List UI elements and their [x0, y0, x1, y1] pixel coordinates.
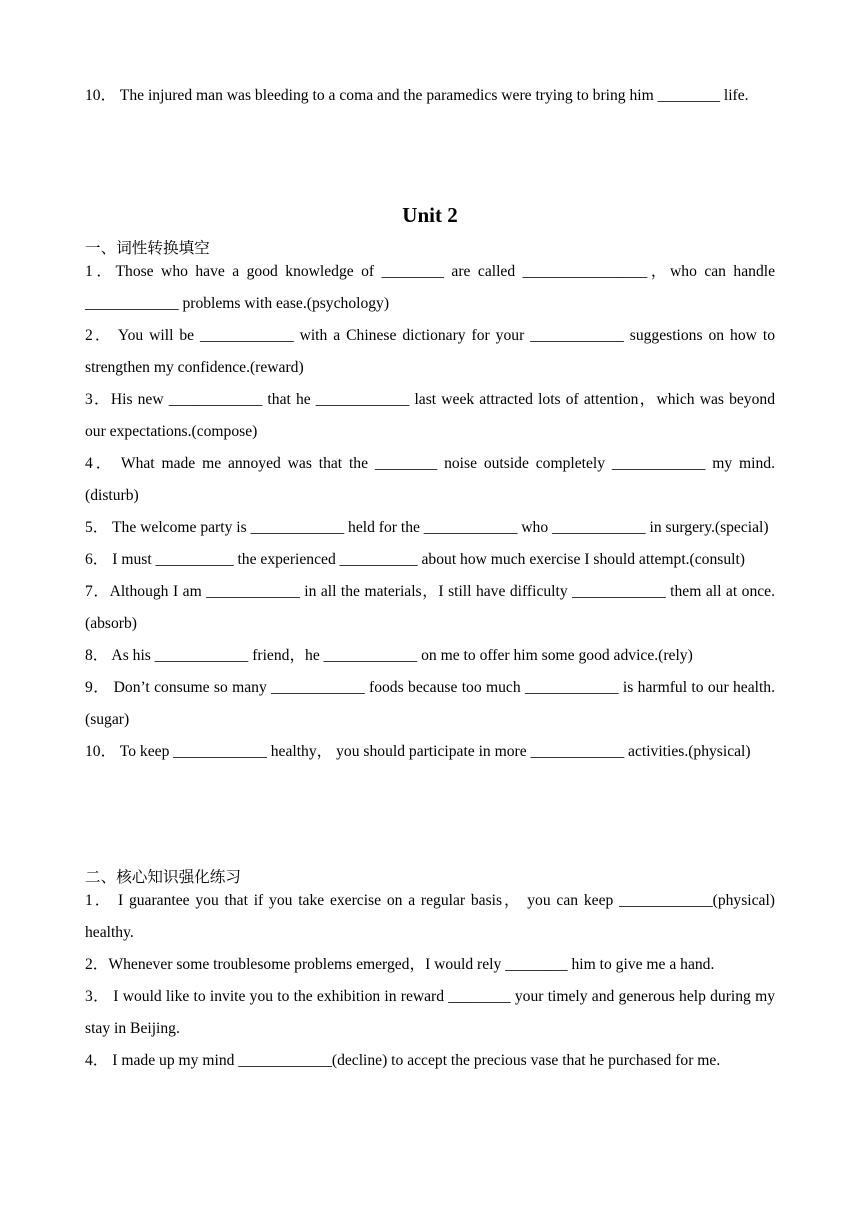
exercise-item: 2． You will be ____________ with a Chinese dictionary for your ____________ suggestions on how to strengthen my confidence.(reward) [85, 327, 775, 376]
unit-title: Unit 2 [402, 203, 458, 227]
exercise-item: 3． I would like to invite you to the exhibition in reward ________ your timely and generous help during my stay in Beijing. [85, 988, 775, 1037]
exercise-item: 4． I made up my mind ____________(decline) to accept the precious vase that he purchased for me. [85, 1052, 721, 1069]
exercise-item: 4． What made me annoyed was that the ________ noise outside completely ____________ my mind.(disturb) [85, 455, 775, 504]
exercise-item: 2．Whenever some troublesome problems emerged，I would rely ________ him to give me a hand. [85, 956, 715, 973]
exercise-item: 7．Although I am ____________ in all the materials，I still have difficulty ____________ them all at once.(absorb) [85, 583, 775, 632]
exercise-item: 9． Don’t consume so many ____________ foods because too much ____________ is harmful to our health.(sugar) [85, 679, 775, 728]
section-2-items [85, 885, 775, 1077]
exercise-item: 1．Those who have a good knowledge of ________ are called ________________，who can handle ____________ problems with ease.(psychology) [85, 263, 775, 312]
exercise-item: 1． I guarantee you that if you take exercise on a regular basis， you can keep ____________(physical) healthy. [85, 892, 775, 941]
section-heading-1: 一、词性转换填空 [85, 240, 210, 257]
exercise-item: 6． I must __________ the experienced __________ about how much exercise I should attempt.(consult) [85, 551, 745, 568]
section-heading-2: 二、核心知识强化练习 [85, 869, 241, 886]
section-1-items [85, 256, 775, 768]
exercise-item: 10． To keep ____________ healthy， you should participate in more ____________ activities.(physical) [85, 743, 751, 760]
question-10-prev-unit: 10． The injured man was bleeding to a coma and the paramedics were trying to bring him ________ life. [85, 87, 749, 104]
exercise-item: 3．His new ____________ that he ____________ last week attracted lots of attention，which was beyond our expectations.(compose) [85, 391, 775, 440]
exercise-item: 5． The welcome party is ____________ held for the ____________ who ____________ in surgery.(special) [85, 519, 769, 536]
exercise-item: 8． As his ____________ friend，he ____________ on me to offer him some good advice.(rely) [85, 647, 693, 664]
